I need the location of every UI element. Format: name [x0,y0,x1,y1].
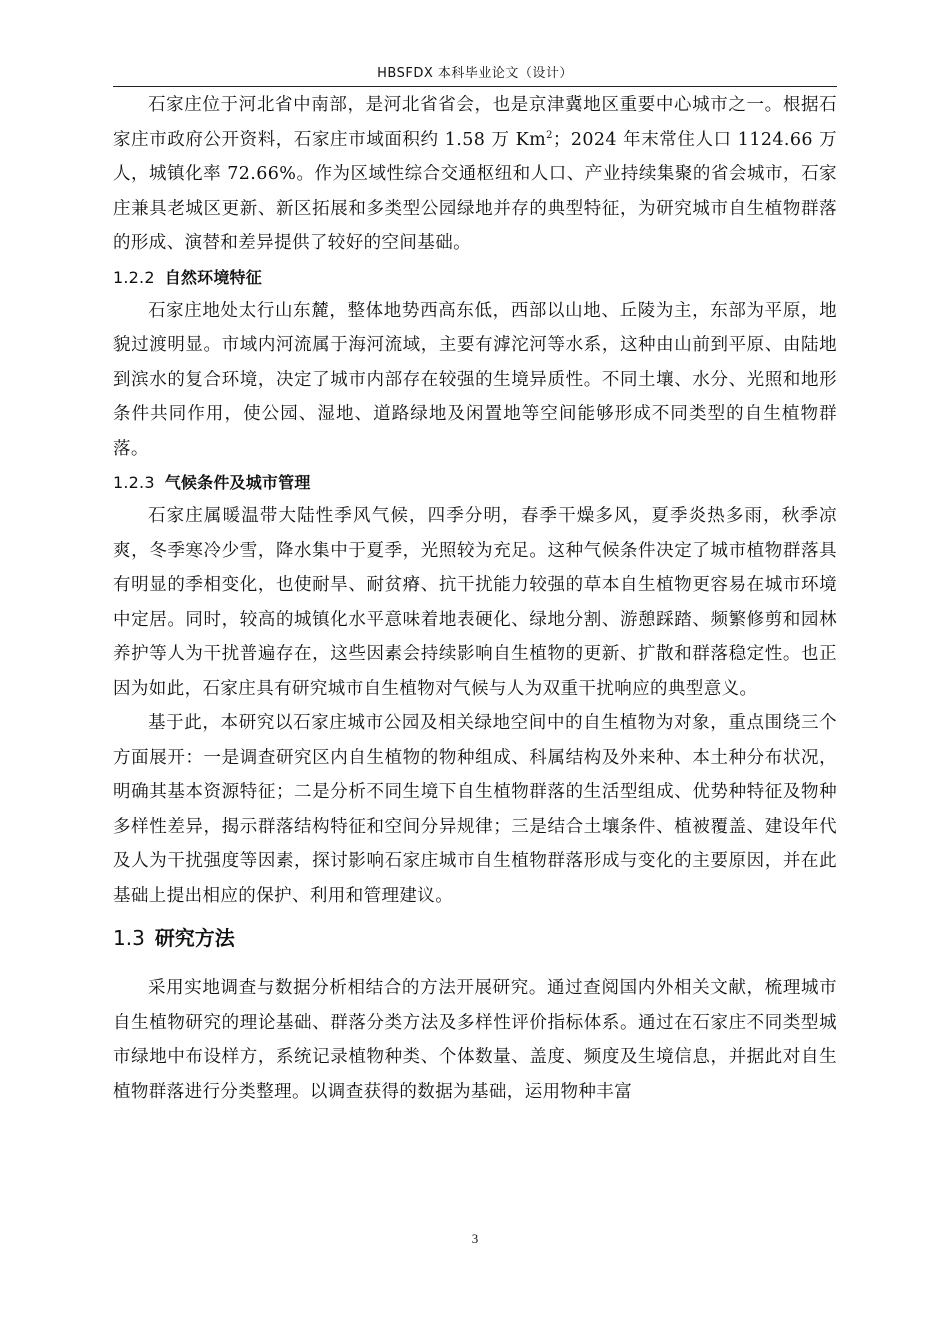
header-divider [113,86,837,87]
paragraph-overview [113,88,837,261]
page-number: 3 [471,1231,479,1246]
paragraph-overview-part1: 石家庄位于河北省中南部，是河北省省会，也是京津冀地区重要中心城市之一。根据石家庄市政府公开资料，石家庄市域面积约 1.58 万 Km [113,95,837,150]
section-heading-1-2-3 [113,466,837,499]
section-heading-1-2-2 [113,261,837,294]
paragraph-methods: 采用实地调查与数据分析相结合的方法开展研究。通过查阅国内外相关文献，梳理城市自生植物研究的理论基础、群落分类方法及多样性评价指标体系。通过在石家庄不同类型城市绿地中布设样方，系统记录植物种类、个体数量、盖度、频度及生境信息，并据此对自生植物群落进行分类整理。以调查获得的数据为基础，运用物种丰富 [113,978,837,1102]
paragraph-research-focus: 基于此，本研究以石家庄城市公园及相关绿地空间中的自生植物为对象，重点围绕三个方面展开：一是调查研究区内自生植物的物种组成、科属结构及外来种、本土种分布状况，明确其基本资源特征；二是分析不同生境下自生植物群落的生活型组成、优势种特征及物种多样性差异，揭示群落结构特征和空间分异规律；三是结合土壤条件、植被覆盖、建设年代及人为干扰强度等因素，探讨影响石家庄城市自生植物群落形成与变化的主要原因，并在此基础上提出相应的保护、利用和管理建议。 [113,713,837,906]
section-number: 1.2.3 [113,473,155,492]
section-title: 气候条件及城市管理 [164,473,311,492]
superscript-2: 2 [546,129,553,141]
page-header: HBSFDX 本科毕业论文（设计） [377,66,573,81]
paragraph-natural-environment: 石家庄地处太行山东麓，整体地势西高东低，西部以山地、丘陵为主，东部为平原，地貌过渡明显。市域内河流属于海河流域，主要有滹沱河等水系，这种由山前到平原、由陆地到滨水的复合环境，决定了城市内部存在较强的生境异质性。不同土壤、水分、光照和地形条件共同作用，使公园、湿地、道路绿地及闲置地等空间能够形成不同类型的自生植物群落。 [113,300,837,459]
section-number: 1.3 [113,926,145,950]
paragraph-overview-part2: ；2024 年末常住人口 1124.66 万人，城镇化率 72.66%。作为区域性综合交通枢纽和人口、产业持续集聚的省会城市，石家庄兼具老城区更新、新区拓展和多类型公园绿地并存的典型特征，为研究城市自生植物群落的形成、演替和差异提供了较好的空间基础。 [113,129,837,253]
section-title: 研究方法 [154,926,235,950]
paragraph-climate: 石家庄属暖温带大陆性季风气候，四季分明，春季干燥多风，夏季炎热多雨，秋季凉爽，冬季寒冷少雪，降水集中于夏季，光照较为充足。这种气候条件决定了城市植物群落具有明显的季相变化，也使耐旱、耐贫瘠、抗干扰能力较强的草本自生植物更容易在城市环境中定居。同时，较高的城镇化水平意味着地表硬化、绿地分割、游憩踩踏、频繁修剪和园林养护等人为干扰普遍存在，这些因素会持续影响自生植物的更新、扩散和群落稳定性。也正因为如此，石家庄具有研究城市自生植物对气候与人为双重干扰响应的典型意义。 [113,506,837,699]
section-title: 自然环境特征 [164,267,262,287]
section-number: 1.2.2 [113,267,155,287]
section-heading-1-3 [113,913,837,971]
document-body [113,88,837,1109]
